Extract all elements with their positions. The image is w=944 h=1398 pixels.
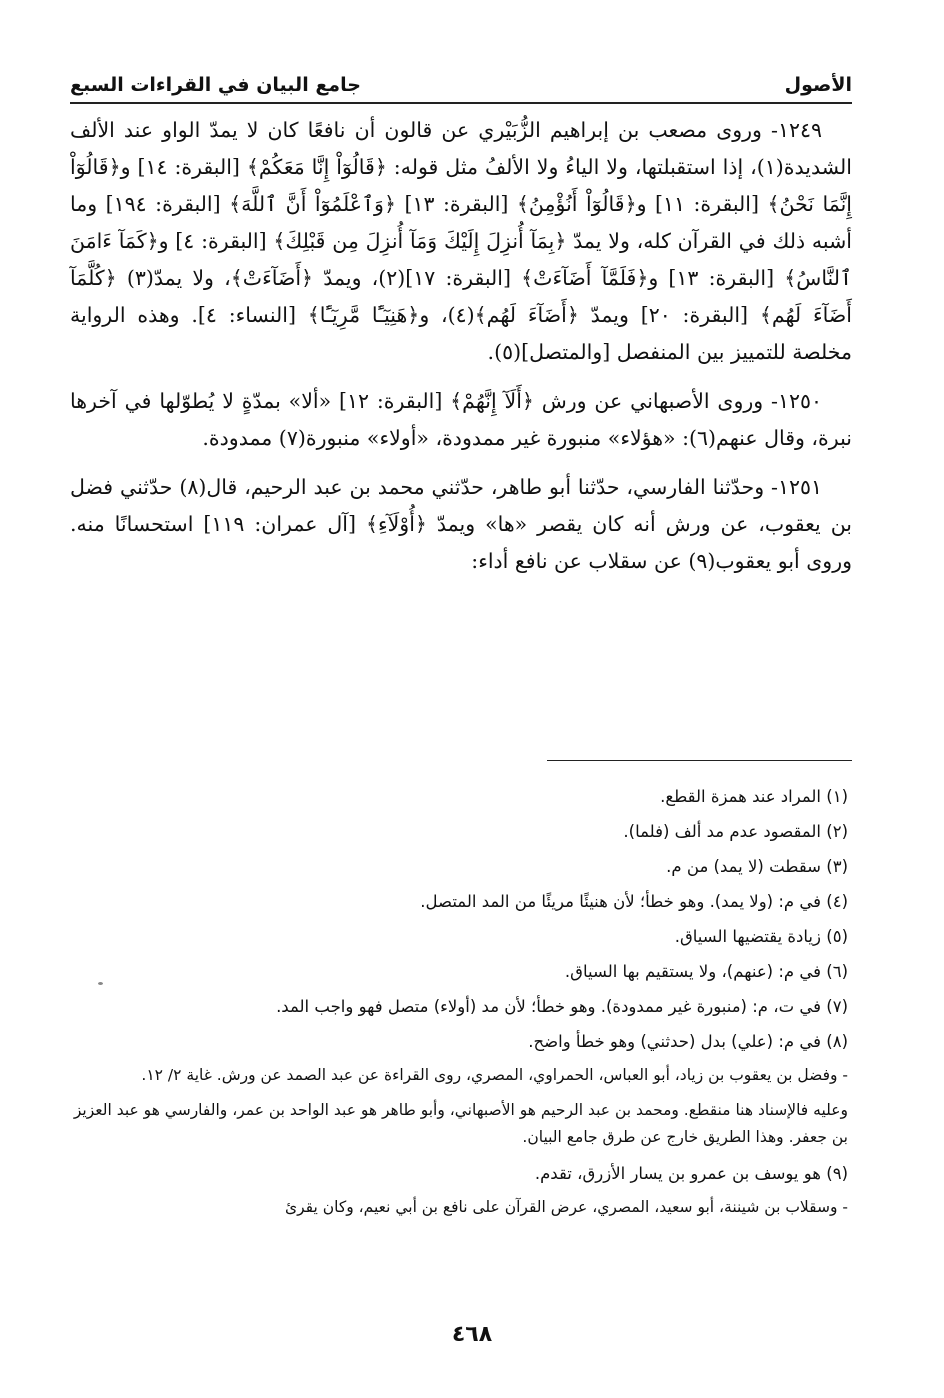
- main-text: [70, 112, 852, 592]
- footnote-3: (٣) سقطت (لا يمد) من م.: [666, 857, 848, 876]
- footnote-9-bio: - وسقلاب بن شيننة، أبو سعيد، المصري، عرض القرآن على نافع بن أبي نعيم، وكان يقرئ: [284, 1198, 848, 1216]
- footnote-7: (٧) في ت، م: (منبورة غير ممدودة). وهو خطأ؛ لأن مد (أولاء) متصل فهو واجب المد.: [276, 997, 848, 1016]
- footnote-6: (٦) في م: (عنهم)، ولا يستقيم بها السياق.: [564, 962, 848, 981]
- footnote-8: (٨) في م: (علي) بدل (حدثني) وهو خطأ واضح.: [528, 1032, 848, 1051]
- paragraph-1251: ١٢٥١- وحدّثنا الفارسي، حدّثنا أبو طاهر، حدّثني محمد بن عبد الرحيم، قال(٨) حدّثني فضل بن يعقوب، عن ورش أنه كان يقصر «ها» ويمدّ ﴿أُوْلَآءِ﴾ [آل عمران: ١١٩] استحسانًا منه. وروى أبو يعقوب(٩) عن سقلاب عن نافع أداء:: [70, 475, 853, 573]
- section-title: الأصول: [784, 74, 852, 96]
- footnote-2: (٢) المقصود عدم مد ألف (فلما).: [623, 822, 848, 841]
- paragraph-1250: ١٢٥٠- وروى الأصبهاني عن ورش ﴿أَلَآ إِنَّهُمْ﴾ [البقرة: ١٢] «ألا» بمدّةٍ لا يُطوّلها في آخرها نبرة، وقال عنهم(٦): «هؤلاء» منبورة غير ممدودة، «أولاء» منبورة(٧) ممدودة.: [70, 389, 852, 450]
- footnote-1: (١) المراد عند همزة القطع.: [660, 787, 848, 806]
- book-title: جامع البيان في القراءات السبع: [70, 74, 361, 96]
- footnotes: [70, 782, 852, 1229]
- footnote-9: (٩) هو يوسف بن عمرو بن يسار الأزرق، تقدم.: [534, 1164, 848, 1183]
- footnote-8-bio: - وفضل بن يعقوب بن زياد، أبو العباس، الحمراوي، المصري، روى القراءة عن عبد الصمد عن ورش. غاية ٢/ ١٢.: [141, 1066, 848, 1084]
- footnote-separator: [547, 760, 852, 761]
- scan-speck: [98, 982, 103, 985]
- footnote-4: (٤) في م: (ولا يمد). وهو خطأ؛ لأن هنيئًا مريئًا من المد المتصل.: [420, 892, 848, 911]
- paragraph-1249: ١٢٤٩- وروى مصعب بن إبراهيم الزُّبَيْري عن قالون أن نافعًا كان لا يمدّ الواو عند الألف الشديدة(١)، إذا استقبلتها، ولا الياءُ ولا الألفُ مثل قوله: ﴿قَالُوٓاْ إِنَّا مَعَكُمْ﴾ [البقرة: ١٤] و﴿قَالُوٓاْ إِنَّمَا نَحْنُ﴾ [البقرة: ١١] و﴿قَالُوٓاْ أَنُؤْمِنُ﴾ [البقرة: ١٣] ﴿وَٱعْلَمُوٓاْ أَنَّ ٱللَّهَ﴾ [البقرة: ١٩٤] وما أشبه ذلك في القرآن كله، ولا يمدّ ﴿بِمَآ أُنزِلَ إِلَيْكَ وَمَآ أُنزِلَ مِن قَبْلِكَ﴾ [البقرة: ٤] و﴿كَمَآ ءَامَنَ ٱلنَّاسُ﴾ [البقرة: ١٣] و﴿فَلَمَّآ أَضَآءَتْ﴾ [البقرة: ١٧](٢)، ويمدّ ﴿أَضَآءَتْ﴾، ولا يمدّ(٣) ﴿كُلَّمَآ أَضَآءَ لَهُم﴾ [البقرة: ٢٠] ويمدّ ﴿أَضَآءَ لَهُم﴾(٤)، و﴿هَنِيٓـًٔا مَّرِيٓـًٔا﴾ [النساء: ٤]. وهذه الرواية مخلصة للتمييز بين المنفصل [والمتصل](٥).: [70, 118, 853, 364]
- page-number: ٤٦٨: [451, 1322, 493, 1347]
- running-header: [70, 58, 852, 104]
- footnote-5: (٥) زيادة يقتضيها السياق.: [674, 927, 848, 946]
- footnote-8-isnad: وعليه فالإسناد هنا منقطع. ومحمد بن عبد الرحيم هو الأصبهاني، وأبو طاهر هو عبد الواحد بن عمر، والفارسي هو عبد العزيز بن جعفر. وهذا الطريق خارج عن طرق جامع البيان.: [73, 1101, 848, 1146]
